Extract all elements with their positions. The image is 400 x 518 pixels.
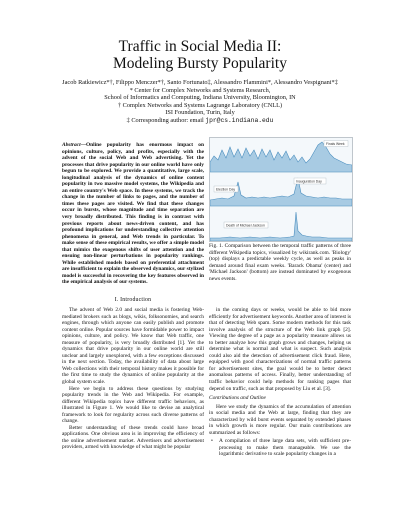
bullet-dot-icon: • <box>211 438 213 445</box>
section-heading-introduction: I. Introduction <box>114 297 152 303</box>
figure-1 <box>209 137 353 242</box>
label-inauguration-day: Inauguration Day <box>296 179 322 184</box>
paper-title-line-1: Traffic in Social Media II: <box>118 38 282 55</box>
affiliation-2: School of Informatics and Computing, Indiana University, Bloomington, IN <box>104 94 296 102</box>
contribution-bullet-text: A compilation of three large data sets, with sufficient pre-processing to make them manageable. We use the logarithmic derivative to scale popularity changes in a <box>219 438 351 458</box>
figure-caption: Fig. 1. Comparison between the temporal traffic patterns of three different Wikipedia topics, visualized by wikirank.com. 'Biology' (top) displays a predictable weekly cycle, as well as peaks in demand around final exam weeks. 'Barack Obama' (center) and 'Michael Jackson' (bottom) are instead dominated by exogenous news events. <box>209 243 351 282</box>
paper-title-line-2: Modeling Bursty Popularity <box>113 55 287 72</box>
affiliation-1: * Center for Complex Networks and Systems Research, <box>129 86 271 94</box>
abstract-label: Abstract <box>62 142 81 148</box>
label-election-day: Election Day <box>216 187 236 192</box>
contributions-heading: Contributions and Outline <box>209 395 266 402</box>
abstract-text: —Online popularity has enormous impact on opinions, culture, policy, and profits, especially with the advent of the social Web and Web advertising. Yet the processes that drive popularity in our online world have only begun to be explored. We provide a quantitative, large scale, longitudinal analysis of the dynamics of online content popularity in two massive model systems, the Wikipedia and an entire country's Web space. In these systems, we track the change in the number of links to pages, and the number of times these pages are visited. We find that these changes occur in bursts, whose magnitude and time separation are very broadly distributed. This finding is in contrast with previous reports about news-driven content, and has profound implications for understanding collective attention phenomena in general, and Web trends in particular. To make sense of these empirical results, we offer a simple model that mimics the exogenous shifts of user attention and the ensuing non-linear perturbations in popularity rankings. While established models based on preferential attachment are insufficient to explain the observed dynamics, our stylized model is successful in recovering the key features observed in the empirical analysis of our systems. <box>62 142 204 286</box>
intro-paragraph-3: Better understanding of these trends could have broad applications. One obvious area is in improving the efficiency of the online advertisement market. Advertisers and advertisement providers, armed with knowledge of what might be popular <box>62 424 204 451</box>
corresponding-author <box>10 117 390 125</box>
abstract <box>62 142 204 286</box>
contribution-bullet-1 <box>209 438 351 458</box>
introduction-text <box>62 307 204 451</box>
traffic-plots-image <box>210 138 352 241</box>
contributions-paragraph: Here we study the dynamics of the accumulation of attention in social media and the Web at large, finding that they are characterized by wild burst events separated by extended phases in which growth is more regular. Our main contributions are summarized as follows: <box>209 403 351 436</box>
affiliation-3: † Complex Networks and Systems Lagrange Laboratory (CNLL) <box>117 101 283 109</box>
intro-paragraph-1: The advent of Web 2.0 and social media is fostering Web-mediated brokers such as blogs, wikis, folksonomies, and search engines, through which anyone can easily publish and promote content online. Popular sources have formidable power to impact opinions, culture, and policy. We know that Web traffic, one measure of popularity, is very broadly distributed [1]. Yet the dynamics that drive popularity in our online world are still unclear and largely unexplored, with a few exceptions discussed in the next section. Today, the availability of data about large Web collections with their temporal history makes it possible for the first time to study the dynamics of online popularity at the global system scale. <box>62 307 204 386</box>
corresponding-email: jpr@cs.indiana.edu <box>205 116 274 124</box>
affiliation-4: ISI Foundation, Turin, Italy <box>165 109 235 117</box>
corresponding-prefix: ‡ Corresponding author: email <box>126 116 206 124</box>
intro-paragraph-2: Here we begin to address these questions by studying popularity trends in the Web and Wikipedia. For example, different Wikipedia topics have different traffic behaviors, as illustrated in Figure 1. We would like to devise an analytical framework to look for regularity across such diverse patterns of change. <box>62 385 204 425</box>
right-column-text <box>209 307 351 458</box>
right-paragraph-1: in the coming days or weeks, would be able to bid more efficiently for advertisement keywords. Another area of interest is that of detecting Web spam. Some modern methods for this task involve analysis of the structure of the Web link graph [2]. Viewing the degree of a page as a popularity measure allows us to better analyze how this graph grows and changes, helping us determine what is normal and what is suspect. Such analysis could also aid the detection of advertisement click fraud. Here, equipped with good characterizations of normal traffic patterns for advertisement sites, the goal would be to better detect anomalous patterns of access. Finally, better understanding of traffic behavior could help methods for ranking pages that depend on traffic, such as that proposed by Liu et al. [3]. <box>209 307 351 392</box>
label-finals-week: Finals Week <box>326 142 345 146</box>
label-death-michael-jackson: Death of Michael Jackson <box>226 223 265 228</box>
author-block <box>10 79 390 125</box>
author-names: Jacob Ratkiewicz*†, Filippo Menczer*†, Santo Fortunato‡, Alessandro Flammini*, Alessandro Vespignani*‡ <box>62 79 338 86</box>
